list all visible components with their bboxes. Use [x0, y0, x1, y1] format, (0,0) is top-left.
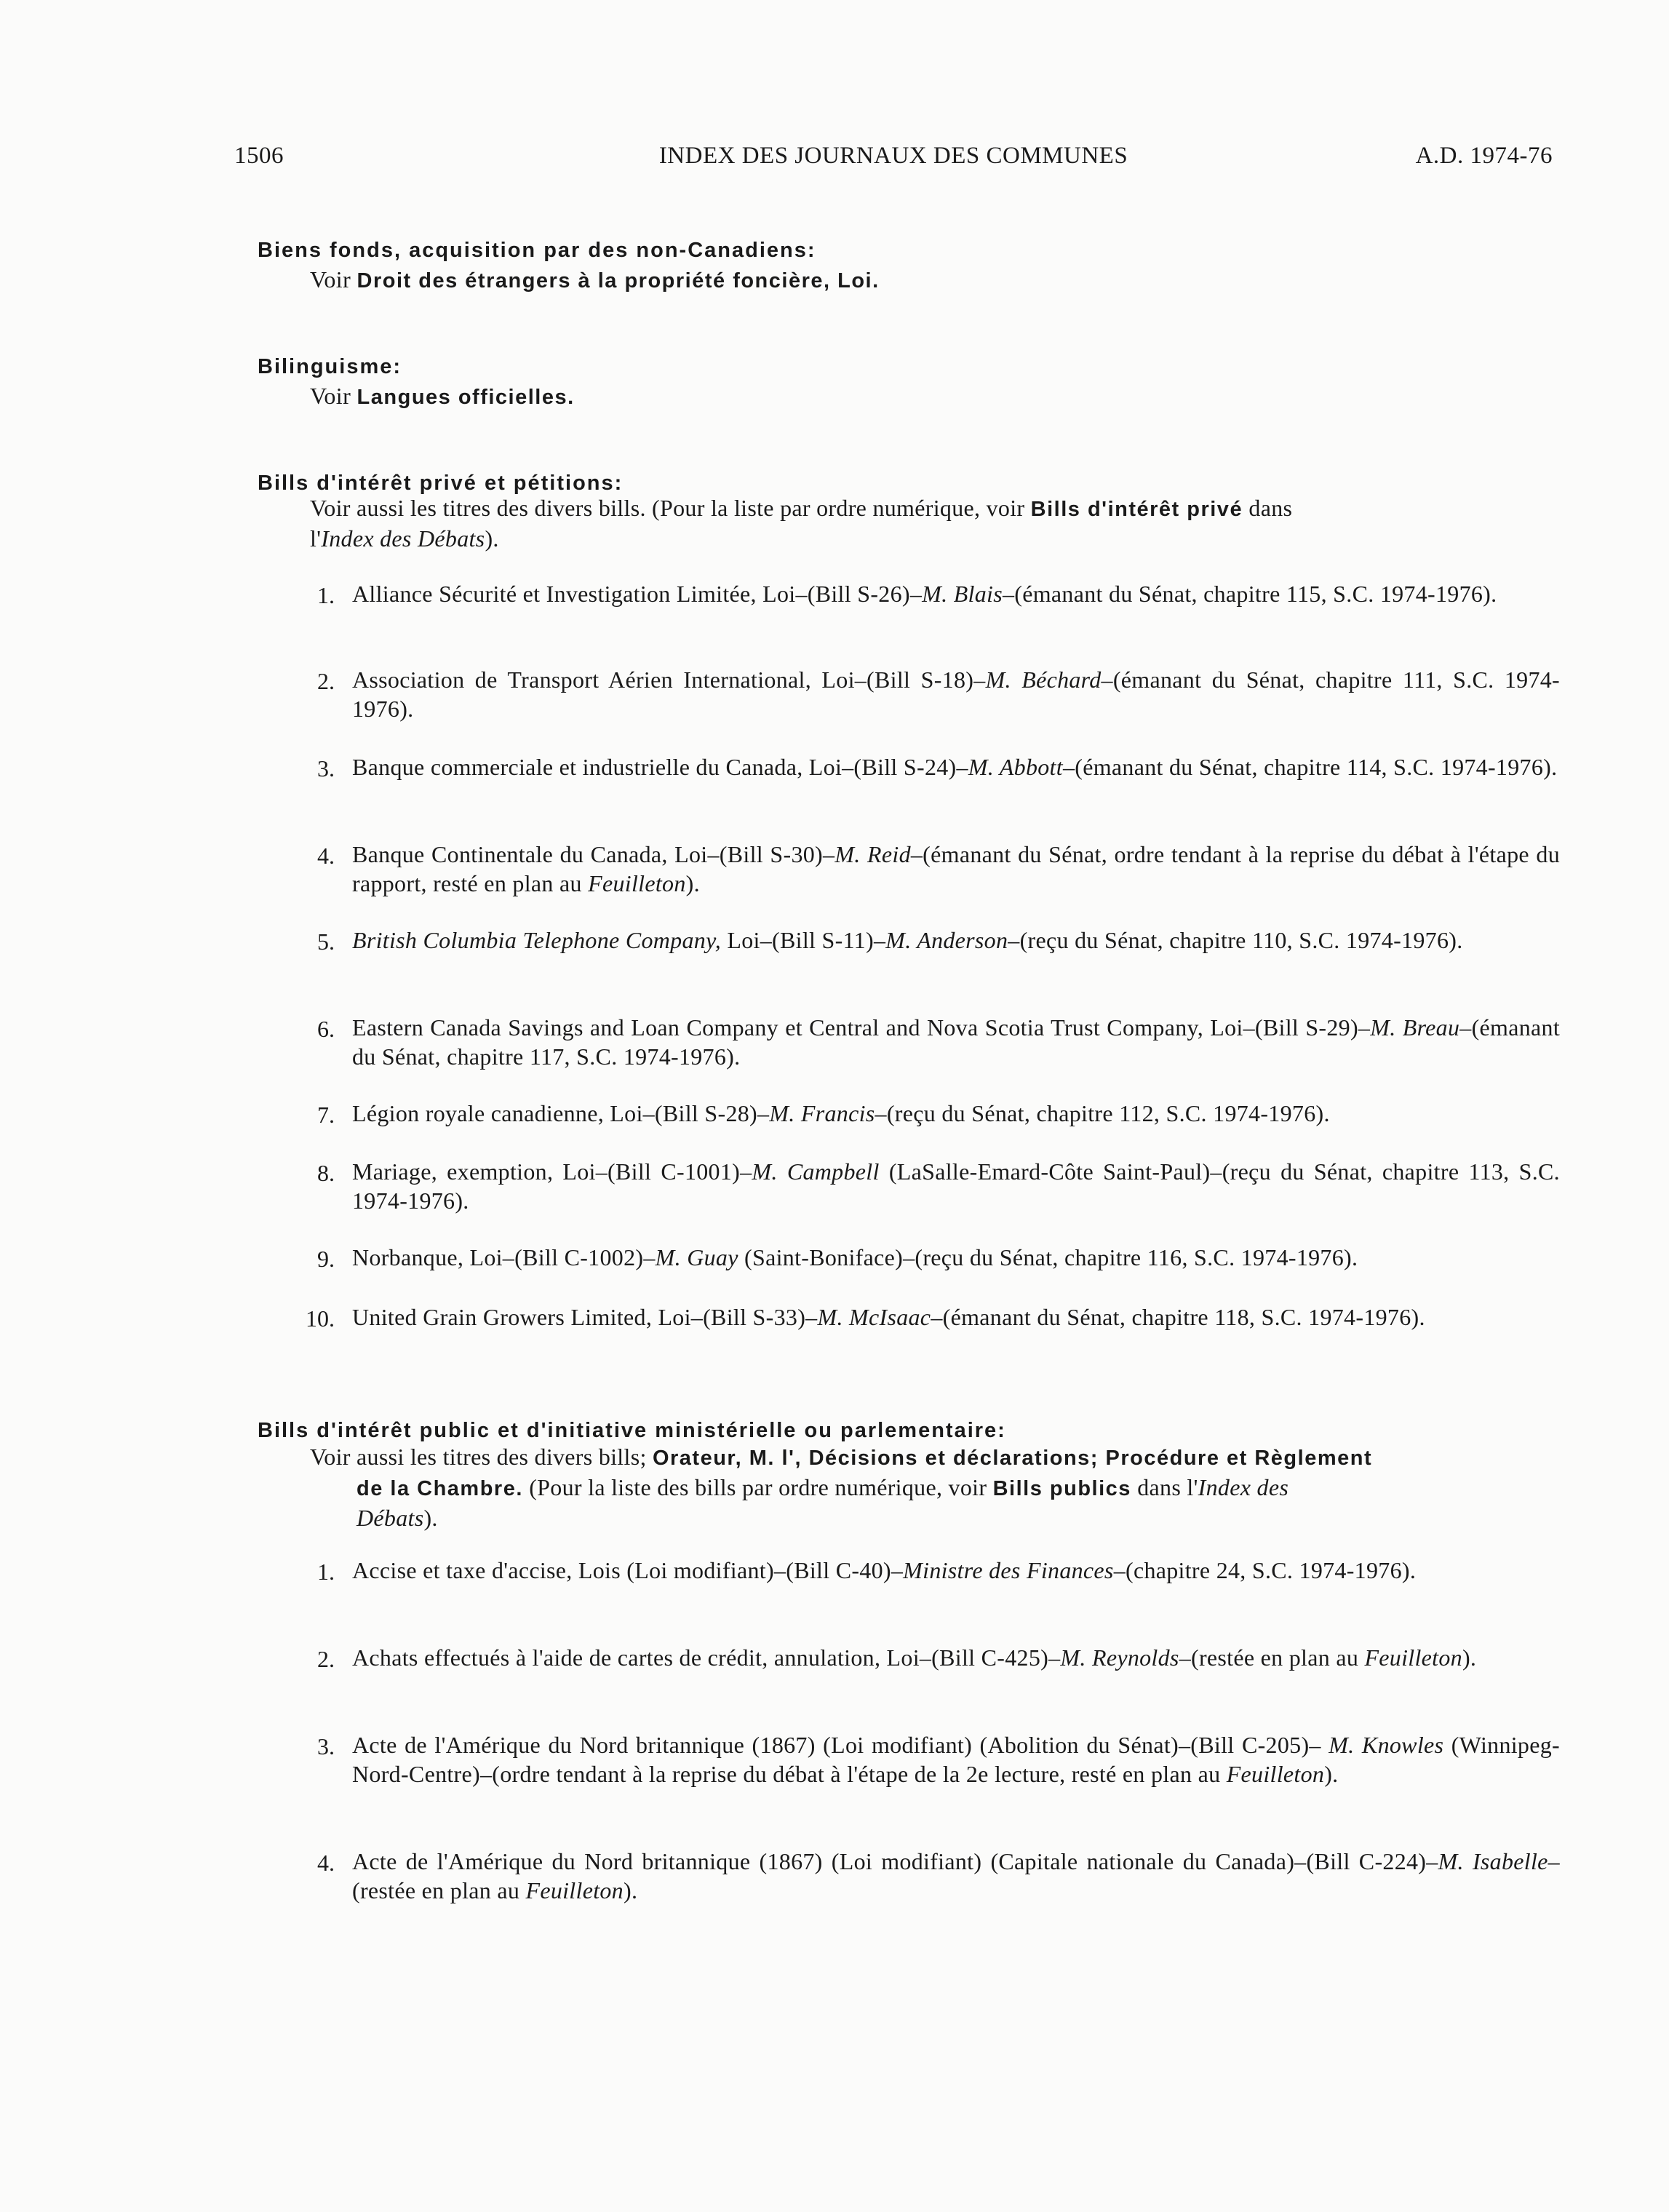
- page-year: A.D. 1974-76: [1415, 143, 1553, 169]
- cross-reference: [310, 266, 880, 293]
- list-item-number: 3.: [317, 755, 335, 781]
- list-item: Alliance Sécurité et Investigation Limitée, Loi–(Bill S-26)–M. Blais–(émanant du Sénat, chapitre 115, S.C. 1974-1976).: [352, 581, 1497, 607]
- list-item: Association de Transport Aérien International, Loi–(Bill S-18)–M. Béchard–(émanant du Sénat, chapitre 111, S.C. 1974-1976).: [352, 667, 1561, 722]
- section-note: Voir aussi les titres des divers bills. (Pour la liste par ordre numérique, voir Bills d'intérêt privé dans l'Index des Débats).: [310, 495, 1293, 552]
- list-item-number: 1.: [317, 582, 335, 608]
- list-item: British Columbia Telephone Company, Loi–(Bill S-11)–M. Anderson–(reçu du Sénat, chapitre 110, S.C. 1974-1976).: [352, 927, 1463, 953]
- section-heading-bilinguisme: Bilinguisme:: [258, 355, 402, 378]
- list-item-number: 6.: [317, 1016, 335, 1042]
- list-item-number: 7.: [317, 1102, 335, 1128]
- list-item: Banque commerciale et industrielle du Canada, Loi–(Bill S-24)–M. Abbott–(émanant du Sénat, chapitre 114, S.C. 1974-1976).: [352, 754, 1558, 780]
- list-item-number: 9.: [317, 1246, 335, 1272]
- section-heading-bills-public: Bills d'intérêt public et d'initiative ministérielle ou parlementaire:: [258, 1419, 1006, 1442]
- list-item-number: 5.: [317, 928, 335, 955]
- list-item: Acte de l'Amérique du Nord britannique (1867) (Loi modifiant) (Abolition du Sénat)–(Bill C-205)– M. Knowles (Winnipeg-Nord-Centre)–(ordre tendant à la reprise du débat à l'étape de la 2e lecture, resté en plan au Feuilleton).: [352, 1732, 1560, 1787]
- list-item-number: 8.: [317, 1160, 335, 1186]
- cross-reference: [310, 383, 575, 410]
- list-item: Légion royale canadienne, Loi–(Bill S-28)–M. Francis–(reçu du Sénat, chapitre 112, S.C. 1974-1976).: [352, 1100, 1330, 1126]
- list-item: United Grain Growers Limited, Loi–(Bill S-33)–M. McIsaac–(émanant du Sénat, chapitre 118, S.C. 1974-1976).: [352, 1304, 1425, 1330]
- page-number: 1506: [234, 143, 284, 169]
- list-item: Eastern Canada Savings and Loan Company et Central and Nova Scotia Trust Company, Loi–(Bill S-29)–M. Breau–(émanant du Sénat, chapitre 117, S.C. 1974-1976).: [352, 1014, 1561, 1070]
- voir-label: Voir: [310, 266, 351, 293]
- list-item-number: 4.: [317, 843, 335, 869]
- list-item: Achats effectués à l'aide de cartes de crédit, annulation, Loi–(Bill C-425)–M. Reynolds–(restée en plan au Feuilleton).: [352, 1644, 1477, 1671]
- list-item-number: 10.: [306, 1305, 335, 1332]
- list-item-number: 1.: [317, 1559, 335, 1585]
- list-item: Norbanque, Loi–(Bill C-1002)–M. Guay (Saint-Boniface)–(reçu du Sénat, chapitre 116, S.C. 1974-1976).: [352, 1244, 1358, 1270]
- list-item-number: 2.: [317, 1646, 335, 1672]
- page-title: INDEX DES JOURNAUX DES COMMUNES: [658, 143, 1128, 169]
- list-item-number: 3.: [317, 1733, 335, 1759]
- list-item: Acte de l'Amérique du Nord britannique (1867) (Loi modifiant) (Capitale nationale du Canada)–(Bill C-224)–M. Isabelle–(restée en plan au Feuilleton).: [352, 1848, 1560, 1903]
- running-head: [234, 143, 1553, 179]
- list-item: Accise et taxe d'accise, Lois (Loi modifiant)–(Bill C-40)–Ministre des Finances–(chapitre 24, S.C. 1974-1976).: [352, 1557, 1417, 1583]
- list-item: Banque Continentale du Canada, Loi–(Bill S-30)–M. Reid–(émanant du Sénat, ordre tendant à la reprise du débat à l'étape du rapport, resté en plan au Feuilleton).: [352, 841, 1560, 896]
- list-item-number: 4.: [317, 1850, 335, 1876]
- section-heading-bills-prive: Bills d'intérêt privé et pétitions:: [258, 472, 624, 495]
- reference-link: Langues officielles.: [356, 386, 575, 409]
- voir-label: Voir: [310, 383, 351, 409]
- list-item: Mariage, exemption, Loi–(Bill C-1001)–M. Campbell (LaSalle-Emard-Côte Saint-Paul)–(reçu du Sénat, chapitre 113, S.C. 1974-1976).: [352, 1158, 1560, 1214]
- list-item-number: 2.: [317, 668, 335, 694]
- section-note: Voir aussi les titres des divers bills; Orateur, M. l', Décisions et déclarations; Procédure et Règlement de la Chambre. (Pour la liste des bills par ordre numérique, voir Bills publics dans l'Index des Débats).: [310, 1444, 1373, 1531]
- section-heading-biens-fonds: Biens fonds, acquisition par des non-Canadiens:: [258, 239, 816, 262]
- reference-link: Droit des étrangers à la propriété foncière, Loi.: [356, 269, 880, 293]
